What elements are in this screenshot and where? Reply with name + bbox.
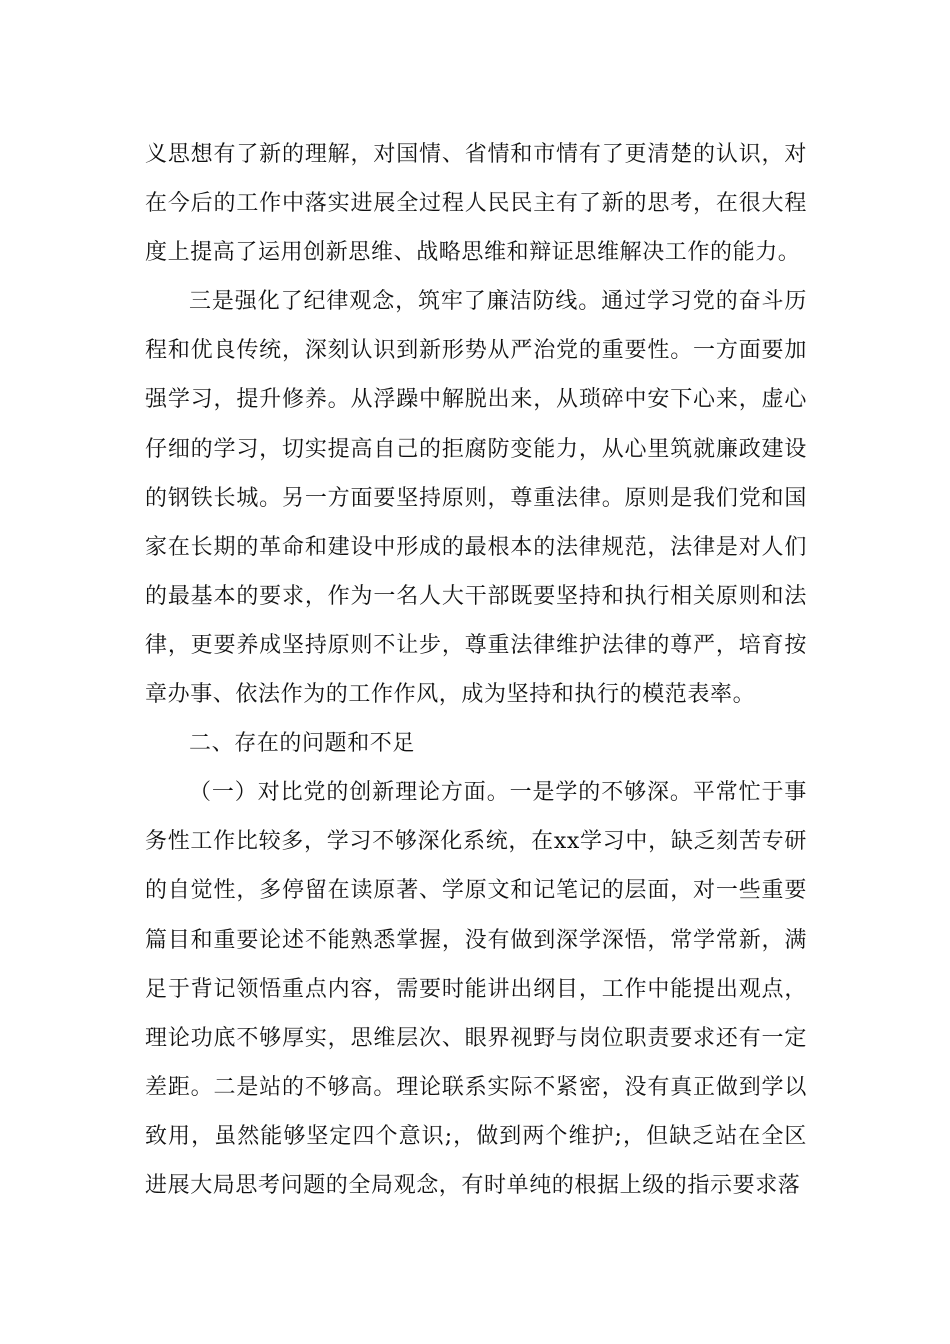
document-body (145, 130, 807, 1210)
paragraph-continuation: 义思想有了新的理解，对国情、省情和市情有了更清楚的认识，对在今后的工作中落实进展全过程人民民主有了新的思考，在很大程度上提高了运用创新思维、战略思维和辩证思维解决工作的能力。 (145, 142, 807, 266)
paragraph-theory: （一）对比党的创新理论方面。一是学的不够深。平常忙于事务性工作比较多，学习不够深化系统，在xx学习中，缺乏刻苦专研的自觉性，多停留在读原著、学原文和记笔记的层面，对一些重要篇目和重要论述不能熟悉掌握，没有做到深学深悟，常学常新，满足于背记领悟重点内容，需要时能讲出纲目，工作中能提出观点，理论功底不够厚实，思维层次、眼界视野与岗位职责要求还有一定差距。二是站的不够高。理论联系实际不紧密，没有真正做到学以致用，虽然能够坚定四个意识;，做到两个维护;，但缺乏站在全区进展大局思考问题的全局观念，有时单纯的根据上级的指示要求落 (145, 780, 807, 1198)
section-heading-problems: 二、存在的问题和不足 (189, 731, 416, 757)
paragraph-discipline: 三是强化了纪律观念，筑牢了廉洁防线。通过学习党的奋斗历程和优良传统，深刻认识到新形势从严治党的重要性。一方面要加强学习，提升修养。从浮躁中解脱出来，从琐碎中安下心来，虚心仔细的学习，切实提高自己的拒腐防变能力，从心里筑就廉政建设的钢铁长城。另一方面要坚持原则，尊重法律。原则是我们党和国家在长期的革命和建设中形成的最根本的法律规范，法律是对人们的最基本的要求，作为一名人大干部既要坚持和执行相关原则和法律，更要养成坚持原则不让步，尊重法律维护法律的尊严，培育按章办事、依法作为的工作作风，成为坚持和执行的模范表率。 (145, 289, 807, 708)
